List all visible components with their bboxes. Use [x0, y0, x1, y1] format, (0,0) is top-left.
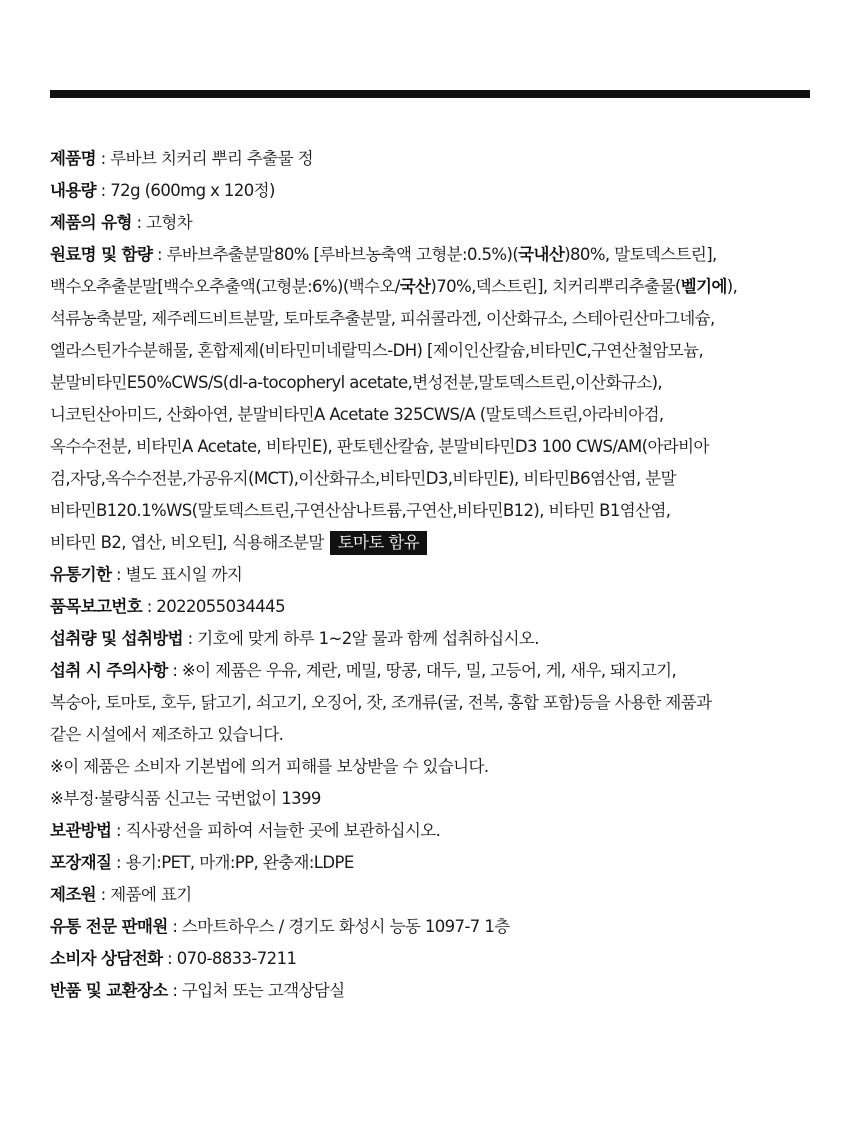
content-amount-value: 72g (600mg x 120정)	[110, 181, 275, 200]
intake-value: 기호에 맞게 하루 1~2알 물과 함께 섭취하십시오.	[197, 629, 539, 648]
return-place-label: 반품 및 교환장소	[50, 981, 168, 1000]
origin-belgium: 벨기에	[680, 277, 727, 296]
distributor-row: 유통 전문 판매원 : 스마트하우스 / 경기도 화성시 능동 1097-7 1층	[50, 917, 510, 936]
ingredients-line: 검,자당,옥수수전분,가공유지(MCT),이산화규소,비타민D3,비타민E), 비타민B6염산염, 분말	[50, 469, 676, 488]
manufacturer-row: 제조원 : 제품에 표기	[50, 885, 192, 904]
return-place-row: 반품 및 교환장소 : 구입처 또는 고객상담실	[50, 981, 345, 1000]
product-type-row: 제품의 유형 : 고형차	[50, 213, 193, 232]
expiry-value: 별도 표시일 까지	[125, 565, 243, 584]
caution-text: ※이 제품은 우유, 계란, 메밀, 땅콩, 대두, 밀, 고등어, 게, 새우, 돼지고기,	[181, 661, 677, 680]
top-divider	[50, 90, 810, 98]
ingredients-line: 비타민B120.1%WS(말토덱스트린,구연산삼나트륨,구연산,비타민B12), 비타민 B1염산염,	[50, 501, 671, 520]
ingredients-line: 석류농축분말, 제주레드비트분말, 토마토추출분말, 피쉬콜라겐, 이산화규소, 스테아린산마그네슘,	[50, 309, 715, 328]
product-type-label: 제품의 유형	[50, 213, 132, 232]
caution-label: 섭취 시 주의사항	[50, 661, 168, 680]
expiry-row: 유통기한 : 별도 표시일 까지	[50, 565, 243, 584]
distributor-label: 유통 전문 판매원	[50, 917, 168, 936]
ingredients-text: ),	[726, 277, 738, 296]
ingredients-text: 백수오추출분말[백수오추출액(고형분:6%)(백수오/	[50, 277, 400, 296]
report-hotline-note: ※부정·불량식품 신고는 국번없이 1399	[50, 789, 321, 808]
ingredients-text: )80%, 말토덱스트린],	[564, 245, 717, 264]
storage-row: 보관방법 : 직사광선을 피하여 서늘한 곳에 보관하십시오.	[50, 821, 441, 840]
product-type-value: 고형차	[146, 213, 193, 232]
storage-value: 직사광선을 피하여 서늘한 곳에 보관하십시오.	[125, 821, 441, 840]
product-info-list	[50, 143, 820, 1007]
content-amount-row: 내용량 : 72g (600mg x 120정)	[50, 181, 275, 200]
packaging-value: 용기:PET, 마개:PP, 완충재:LDPE	[125, 853, 354, 872]
intake-label: 섭취량 및 섭취방법	[50, 629, 184, 648]
ingredients-text: )70%,덱스트린], 치커리뿌리추출물(	[430, 277, 681, 296]
return-place-value: 구입처 또는 고객상담실	[181, 981, 345, 1000]
expiry-label: 유통기한	[50, 565, 112, 584]
ingredients-label: 원료명 및 함량	[50, 245, 153, 264]
ingredients-text: 비타민 B2, 엽산, 비오틴], 식용해조분말	[50, 533, 324, 552]
report-number-row: 품목보고번호 : 2022055034445	[50, 597, 285, 616]
consumer-law-note: ※이 제품은 소비자 기본법에 의거 피해를 보상받을 수 있습니다.	[50, 757, 489, 776]
ingredients-line	[50, 527, 820, 559]
ingredients-line: 니코틴산아미드, 산화아연, 분말비타민A Acetate 325CWS/A (말토덱스트린,아라비아검,	[50, 405, 664, 424]
ingredients-text: 루바브추출분말80% [루바브농축액 고형분:0.5%)(	[166, 245, 519, 264]
origin-domestic: 국산	[399, 277, 431, 296]
caution-line: 같은 시설에서 제조하고 있습니다.	[50, 725, 284, 744]
product-name-row: 제품명 : 루바브 치커리 뿌리 추출물 정	[50, 149, 313, 168]
product-name-label: 제품명	[50, 149, 97, 168]
consumer-phone-label: 소비자 상담전화	[50, 949, 163, 968]
product-name-value: 루바브 치커리 뿌리 추출물 정	[110, 149, 313, 168]
manufacturer-label: 제조원	[50, 885, 97, 904]
content-amount-label: 내용량	[50, 181, 97, 200]
consumer-phone-row: 소비자 상담전화 : 070-8833-7211	[50, 949, 297, 968]
ingredients-line: 엘라스틴가수분해물, 혼합제제(비타민미네랄믹스-DH) [제이인산칼슘,비타민C,구연산철암모늄,	[50, 341, 704, 360]
intake-row: 섭취량 및 섭취방법 : 기호에 맞게 하루 1~2알 물과 함께 섭취하십시오.	[50, 629, 539, 648]
packaging-row: 포장재질 : 용기:PET, 마개:PP, 완충재:LDPE	[50, 853, 354, 872]
storage-label: 보관방법	[50, 821, 112, 840]
caution-line: 복숭아, 토마토, 호두, 닭고기, 쇠고기, 오징어, 잣, 조개류(굴, 전복, 홍합 포함)등을 사용한 제품과	[50, 693, 712, 712]
ingredients-line: 분말비타민E50%CWS/S(dl-a-tocopheryl acetate,변성전분,말토덱스트린,이산화규소),	[50, 373, 663, 392]
distributor-value: 스마트하우스 / 경기도 화성시 능동 1097-7 1층	[181, 917, 510, 936]
ingredients-line	[50, 271, 820, 303]
origin-korea: 국내산	[518, 245, 565, 264]
tomato-allergen-badge: 토마토 함유	[330, 531, 427, 555]
ingredients-line: 옥수수전분, 비타민A Acetate, 비타민E), 판토텐산칼슘, 분말비타민D3 100 CWS/AM(아라비아	[50, 437, 709, 456]
caution-row: 섭취 시 주의사항 : ※이 제품은 우유, 계란, 메밀, 땅콩, 대두, 밀, 고등어, 게, 새우, 돼지고기,	[50, 661, 677, 680]
report-number-label: 품목보고번호	[50, 597, 143, 616]
ingredients-row: 원료명 및 함량 : 루바브추출분말80% [루바브농축액 고형분:0.5%)(국내산)80%, 말토덱스트린],	[50, 245, 717, 264]
consumer-phone-value: 070-8833-7211	[176, 949, 297, 968]
manufacturer-value: 제품에 표기	[110, 885, 192, 904]
packaging-label: 포장재질	[50, 853, 112, 872]
report-number-value: 2022055034445	[156, 597, 285, 616]
